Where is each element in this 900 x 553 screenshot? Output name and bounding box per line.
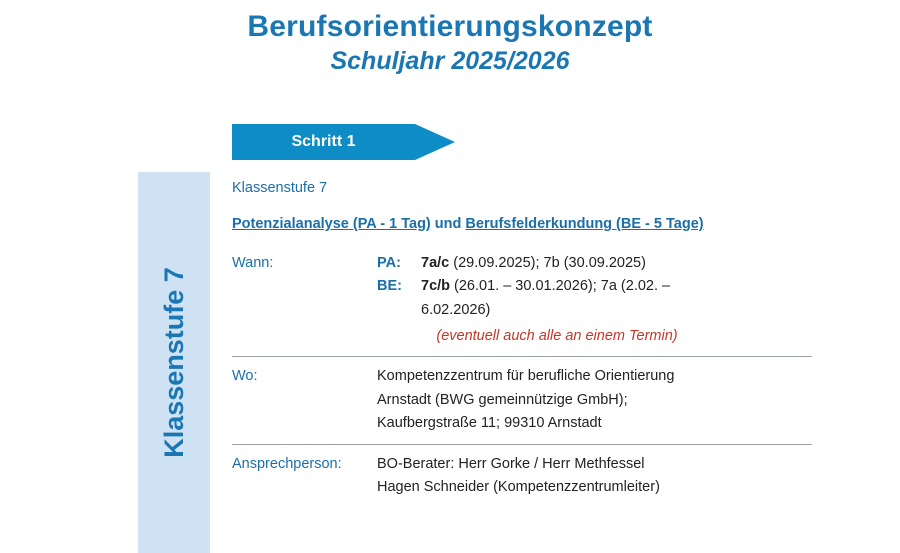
step-arrow-head-icon	[415, 124, 455, 160]
row-value-wann	[377, 252, 812, 322]
wann-entry-pa-text: 7a/c (29.09.2025); 7b (30.09.2025)	[421, 255, 646, 271]
grade-line: Klassenstufe 7	[232, 180, 328, 196]
wo-line-1: Kompetenzzentrum für berufliche Orientierung	[377, 368, 675, 385]
grade-side-band-label: Klassenstufe 7	[158, 267, 189, 458]
row-label-wann: Wann:	[232, 255, 274, 271]
row-label-ansprechperson: Ansprechperson:	[232, 455, 342, 472]
wann-entry-be-text: 7c/b (26.01. – 30.01.2026); 7a (2.02. –	[421, 278, 671, 295]
page-subtitle: Schuljahr 2025/2026	[330, 46, 570, 75]
title-block	[0, 10, 900, 75]
ansprechperson-line-1: BO-Berater: Herr Gorke / Herr Methfessel	[377, 455, 645, 472]
divider-above-ansprechperson	[232, 444, 812, 445]
headline-conjunction: und	[430, 216, 466, 232]
step-arrow	[232, 124, 455, 160]
content-area	[232, 180, 812, 500]
page-title: Berufsorientierungskonzept	[247, 10, 653, 43]
wo-line-3: Kaufbergstraße 11; 99310 Arnstadt	[377, 415, 602, 432]
headline-part-one: Potenzialanalyse (PA - 1 Tag)	[232, 216, 431, 232]
row-label-wo: Wo:	[232, 368, 258, 385]
row-ansprechperson	[232, 453, 812, 500]
row-value-ansprechperson	[377, 453, 812, 500]
wo-line-2: Arnstadt (BWG gemeinnützige GmbH);	[377, 391, 628, 408]
wann-note: (eventuell auch alle an einem Termin)	[436, 328, 678, 345]
headline-part-two: Berufsfelderkundung (BE - 5 Tage)	[465, 216, 704, 232]
wann-entry-be-key: BE:	[377, 278, 402, 295]
wann-entry-be	[377, 275, 812, 298]
wann-entry-continuation: 6.02.2026)	[421, 301, 491, 318]
grade-side-band	[138, 172, 210, 553]
divider-above-wo	[232, 356, 812, 357]
wann-entry-pa-key: PA:	[377, 255, 401, 271]
row-wo	[232, 365, 812, 435]
wann-entry-pa	[377, 252, 812, 275]
section-headline	[232, 216, 812, 232]
row-value-wo	[377, 365, 812, 435]
row-wann	[232, 252, 812, 344]
ansprechperson-line-2: Hagen Schneider (Kompetenzzentrumleiter)	[377, 479, 660, 496]
step-arrow-label: Schritt 1	[232, 124, 415, 160]
